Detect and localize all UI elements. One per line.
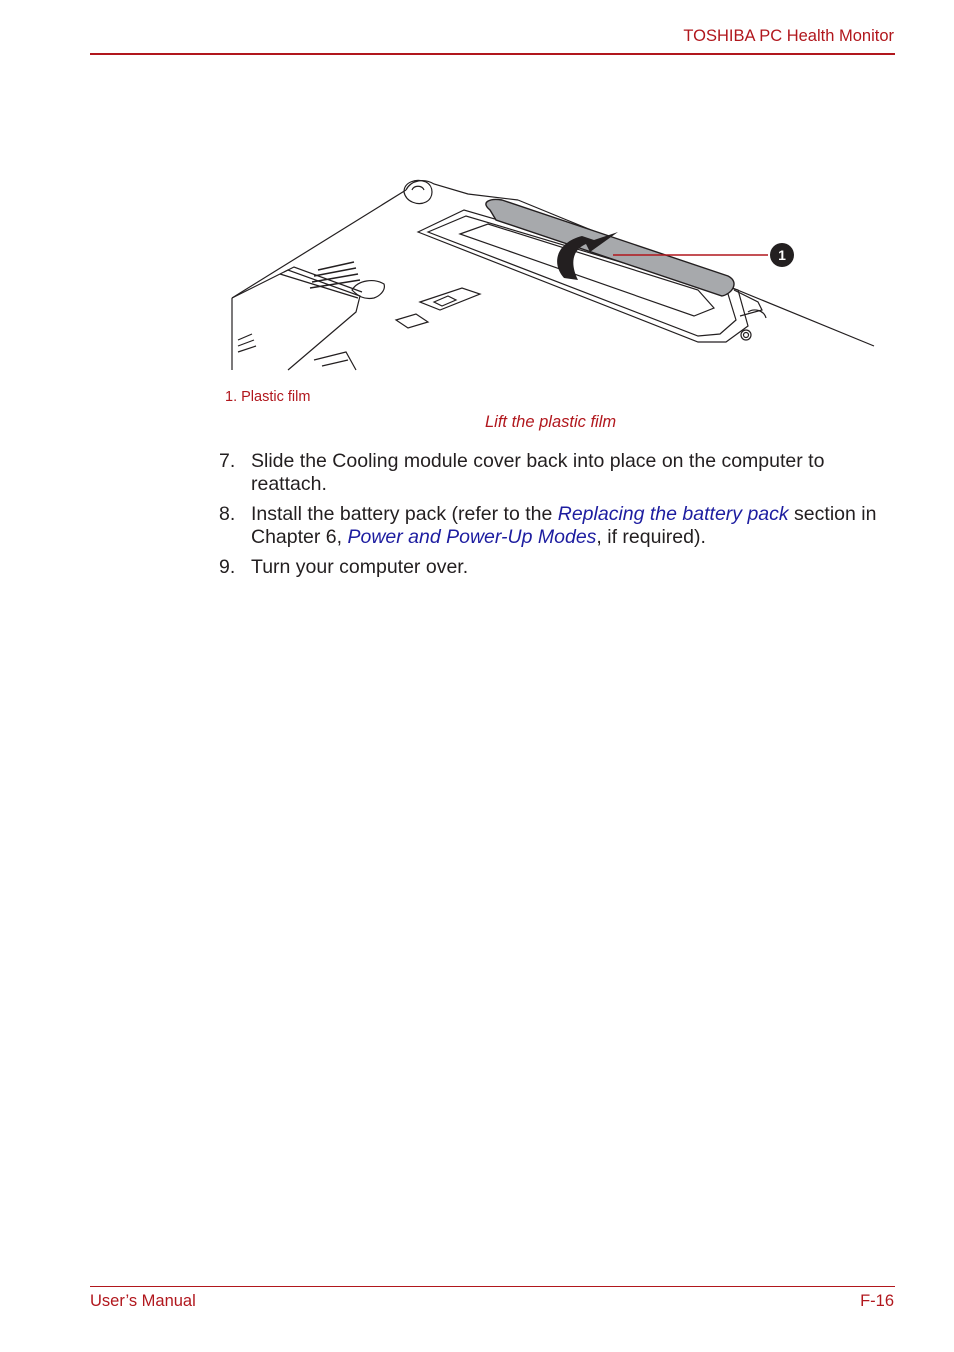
step-number: 7. bbox=[219, 450, 236, 472]
page-number: F-16 bbox=[860, 1292, 894, 1310]
header-rule bbox=[90, 53, 895, 55]
step-text: section in Chapter 6, bbox=[251, 503, 877, 548]
instruction-steps bbox=[219, 450, 899, 586]
figure-caption: Lift the plastic film bbox=[485, 413, 617, 431]
plastic-film-illustration bbox=[228, 170, 884, 376]
step-text: , if required). bbox=[596, 526, 706, 548]
step-item bbox=[219, 556, 899, 579]
step-number: 9. bbox=[219, 556, 236, 578]
step-item bbox=[219, 503, 899, 549]
step-text: Turn your computer over. bbox=[251, 556, 469, 578]
replacing-battery-pack-link[interactable]: Replacing the battery pack bbox=[557, 503, 789, 525]
callout-number: 1 bbox=[778, 247, 786, 263]
step-text: Install the battery pack (refer to the bbox=[251, 503, 558, 525]
running-header-title: TOSHIBA PC Health Monitor bbox=[683, 27, 894, 45]
step-number: 8. bbox=[219, 503, 236, 525]
step-text: Slide the Cooling module cover back into place on the computer to reattach. bbox=[251, 450, 825, 495]
figure-legend: 1. Plastic film bbox=[225, 389, 311, 405]
power-modes-link[interactable]: Power and Power-Up Modes bbox=[347, 526, 597, 548]
footer-manual-title: User’s Manual bbox=[90, 1292, 196, 1310]
step-item bbox=[219, 450, 899, 496]
footer-rule bbox=[90, 1286, 895, 1287]
